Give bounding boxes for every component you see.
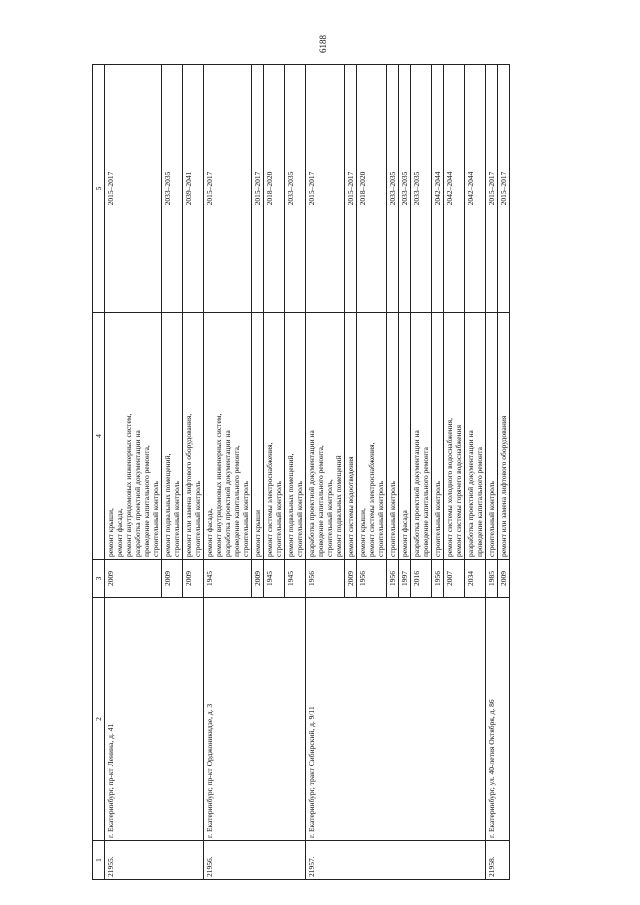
work-type-line: разработка проектной документации на [133,430,142,557]
period-cell: 2015–2017 [486,65,498,313]
work-type-line: строительный контроль [487,481,496,557]
work-type-line: ремонт крыши, [358,508,367,557]
period-cell: 2015–2017 [498,65,510,313]
year-cell: 1997 [399,560,411,598]
work-types-cell [387,313,399,560]
work-types-cell [357,313,387,560]
period-cell: 2033–2035 [285,65,306,313]
work-type-line: строительный контроль [295,481,304,557]
year-cell: 2016 [411,560,432,598]
year-cell: 2009 [498,560,510,598]
work-type-line: ремонт крыши [253,510,262,557]
work-type-line: ремонт подвальных помещений, [163,453,172,557]
work-types-cell [264,313,285,560]
work-type-line: ремонт внутридомовых инженерных систем, [124,413,133,557]
repair-schedule-table [92,64,510,880]
work-type-line: проведение капитального ремонта, [142,445,151,557]
work-type-line: ремонт системы холодного водоснабжения, [445,417,454,557]
work-type-line: ремонт крыши, [106,508,115,557]
year-cell: 2009 [105,560,162,598]
work-type-line: ремонт подвальных помещений, [286,453,295,557]
work-type-line: ремонт или замена лифтового оборудования, [184,413,193,557]
work-types-cell [105,313,162,560]
year-cell: 2009 [162,560,183,598]
table-row [204,65,252,880]
work-type-line: ремонт системы водоотведения [346,456,355,557]
page-number: 6188 [318,35,328,53]
work-type-line: строительный контроль [433,481,442,557]
header-row [93,65,105,880]
work-type-line: разработка проектной документации на [412,430,421,557]
work-type-line: проведение капитального ремонта [475,447,484,557]
work-type-line: ремонт или замена лифтового оборудования [499,415,508,557]
col-header: 5 [93,65,105,313]
col-header: 1 [93,841,105,880]
work-type-line: ремонт фасада [400,510,409,557]
work-type-line: строительный контроль [274,481,283,557]
year-cell: 1945 [204,560,252,598]
year-cell: 2009 [183,560,204,598]
row-number: 21956. [204,841,306,880]
table-body [105,65,510,880]
table-row [486,65,498,880]
year-cell: 1956 [357,560,387,598]
period-cell: 2015–2017 [252,65,264,313]
work-types-cell [411,313,432,560]
work-type-line: строительный контроль, [325,479,334,557]
period-cell: 2042–2044 [465,65,486,313]
period-cell: 2015–2017 [306,65,345,313]
col-header: 2 [93,598,105,841]
period-cell: 2042–2044 [444,65,465,313]
col-header: 4 [93,313,105,560]
work-type-line: проведение капитального ремонта, [232,445,241,557]
rotated-table-wrapper [92,90,579,880]
work-type-line: ремонт системы электроснабжения, [265,442,274,557]
work-type-line: ремонт фасада, [205,508,214,557]
row-number: 21955. [105,841,204,880]
work-type-line: ремонт внутридомовых инженерных систем, [214,413,223,557]
year-cell: 2009 [252,560,264,598]
work-type-line: проведение капитального ремонта, [316,445,325,557]
table-row [105,65,162,880]
work-types-cell [183,313,204,560]
row-number: 21958. [486,841,510,880]
year-cell: 2009 [345,560,357,598]
work-type-line: ремонт системы электроснабжения, [367,442,376,557]
period-cell: 2015–2017 [345,65,357,313]
work-types-cell [486,313,498,560]
year-cell: 1945 [264,560,285,598]
work-types-cell [162,313,183,560]
building-address: г. Екатеринбург, ул. 40-летия Октября, д. 86 [486,598,510,841]
period-cell: 2018–2020 [357,65,387,313]
year-cell: 1985 [486,560,498,598]
work-type-line: строительный контроль [388,481,397,557]
work-types-cell [252,313,264,560]
work-type-line: ремонт подвальных помещений [334,455,343,557]
work-types-cell [204,313,252,560]
work-types-cell [498,313,510,560]
period-cell: 2033–2035 [162,65,183,313]
year-cell: 2034 [465,560,486,598]
year-cell: 1956 [387,560,399,598]
period-cell: 2042–2044 [432,65,444,313]
work-type-line: разработка проектной документации на [223,430,232,557]
work-type-line: ремонт системы горячего водоснабжения [454,424,463,557]
work-types-cell [345,313,357,560]
work-types-cell [432,313,444,560]
building-address: г. Екатеринбург, тракт Сибирский, д. 9/11 [306,598,486,841]
work-type-line: строительный контроль [376,481,385,557]
building-address: г. Екатеринбург, пр-кт Ленина, д. 41 [105,598,204,841]
work-type-line: строительный контроль [241,481,250,557]
period-cell: 2033–2035 [387,65,399,313]
period-cell: 2033–2035 [411,65,432,313]
period-cell: 2015–2017 [105,65,162,313]
year-cell: 1945 [285,560,306,598]
work-types-cell [444,313,465,560]
year-cell: 1956 [306,560,345,598]
building-address: г. Екатеринбург, пр-кт Орджоникидзе, д. 3 [204,598,306,841]
period-cell: 2039–2041 [183,65,204,313]
year-cell: 2007 [444,560,465,598]
work-type-line: ремонт фасада, [115,508,124,557]
table-row [306,65,345,880]
work-types-cell [285,313,306,560]
work-types-cell [465,313,486,560]
col-header: 3 [93,560,105,598]
period-cell: 2033–2035 [399,65,411,313]
work-type-line: проведение капитального ремонта [421,447,430,557]
work-types-cell [306,313,345,560]
work-types-cell [399,313,411,560]
work-type-line: разработка проектной документации на [466,430,475,557]
year-cell: 1956 [432,560,444,598]
work-type-line: строительный контроль [151,481,160,557]
work-type-line: строительный контроль [172,481,181,557]
period-cell: 2015–2017 [204,65,252,313]
period-cell: 2018–2020 [264,65,285,313]
row-number: 21957. [306,841,486,880]
work-type-line: разработка проектной документации на [307,430,316,557]
work-type-line: строительный контроль [193,481,202,557]
